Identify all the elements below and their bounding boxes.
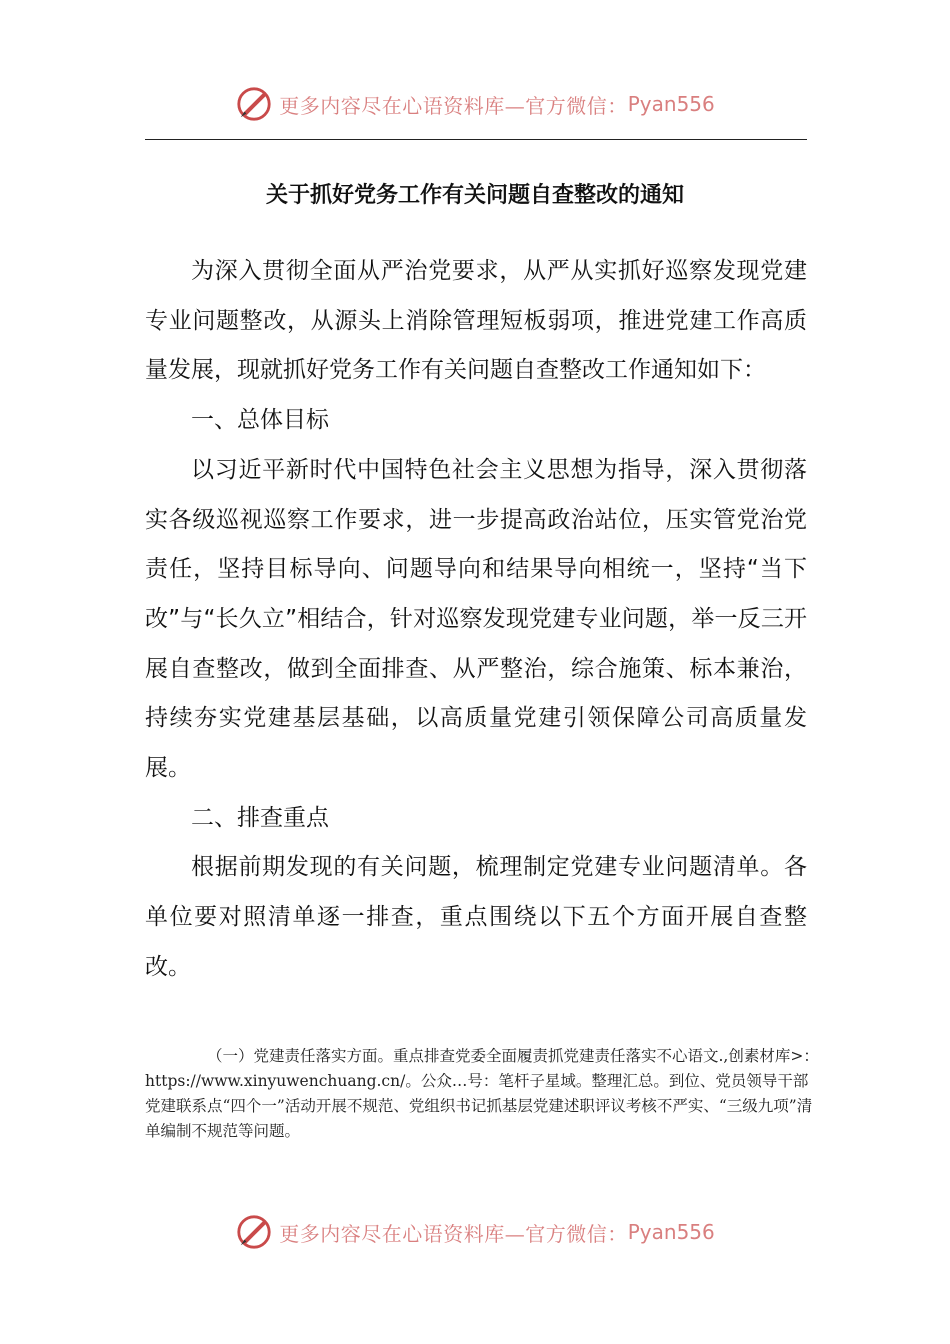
section-paragraph-2: 根据前期发现的有关问题，梳理制定党建专业问题清单。各单位要对照清单逐一排查，重点围绕以下五个方面开展自查整改。: [145, 854, 807, 980]
document-title: 关于抓好党务工作有关问题自查整改的通知: [265, 183, 684, 208]
header-divider: [145, 139, 807, 140]
pen-nib-logo-icon: [235, 85, 273, 123]
footer-banner-text: 更多内容尽在心语资料库—官方微信：: [279, 1221, 628, 1246]
banner-wechat-id: Pyan556: [627, 92, 715, 116]
section-heading-1: 一、总体目标: [191, 407, 329, 434]
footer-wechat-id: Pyan556: [627, 1220, 715, 1244]
item-paragraph-1: （一）党建责任落实方面。重点排查党委全面履责抓党建责任落实不心语文.,创素材库>：https://www.xinyuwenchuang.cn/。公众…号：笔杆子星域。整理汇总。到位、党员领导干部党建联系点“四个一”活动开展不规范、党组织书记抓基层党建述职评议考核不严实、“三级九项”清单编制不规范等问题。: [145, 1047, 819, 1140]
section-heading-2: 二、排查重点: [191, 804, 329, 831]
pen-nib-logo-icon: [235, 1213, 273, 1251]
item-block: [145, 1044, 820, 1144]
intro-paragraph: 为深入贯彻全面从严治党要求，从严从实抓好巡察发现党建专业问题整改，从源头上消除管理短板弱项，推进党建工作高质量发展，现就抓好党务工作有关问题自查整改工作通知如下：: [145, 258, 807, 384]
top-banner: [0, 84, 950, 124]
document-body: [145, 247, 807, 993]
bottom-banner: [0, 1212, 950, 1252]
banner-text: 更多内容尽在心语资料库—官方微信：: [279, 93, 628, 118]
section-paragraph-1: 以习近平新时代中国特色社会主义思想为指导，深入贯彻落实各级巡视巡察工作要求，进一步提高政治站位，压实管党治党责任，坚持目标导向、问题导向和结果导向相统一，坚持“当下改”与“长久立”相结合，针对巡察发现党建专业问题，举一反三开展自查整改，做到全面排查、从严整治，综合施策、标本兼治，持续夯实党建基层基础，以高质量党建引领保障公司高质量发展。: [145, 456, 807, 782]
